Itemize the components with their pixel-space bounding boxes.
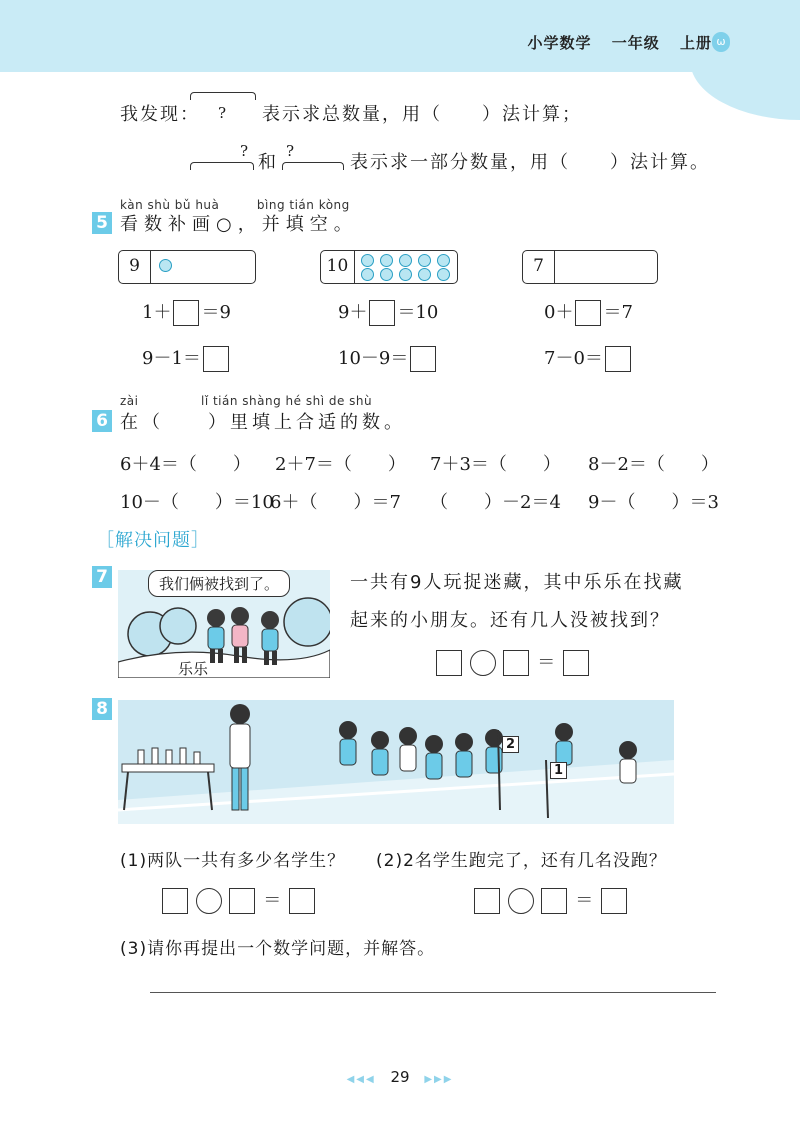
q8-number: 8 [92,698,112,720]
q6-eq[interactable]: 9－（ ）＝3 [588,492,719,513]
q6-eq[interactable]: （ ）－2＝4 [430,492,561,513]
answer-box[interactable] [601,888,627,914]
answer-line[interactable] [150,992,716,993]
brace-part-b [282,162,344,170]
q5-frame-7-label: 7 [523,251,555,283]
q5-frame-10 [320,250,458,284]
q8-scene-svg [118,700,674,824]
q6-eq[interactable]: 6＋4＝（ ） [120,454,251,475]
q6-number: 6 [92,410,112,432]
header-badge-icon: ω [712,32,730,52]
q8-sub1: (1)两队一共有多少名学生？ [120,851,346,871]
q6-eq[interactable]: 2＋7＝（ ） [275,454,406,475]
q6-eq[interactable]: 6＋（ ）＝7 [270,492,401,513]
child-icon [231,607,249,663]
answer-box[interactable] [229,888,255,914]
answer-box[interactable] [563,650,589,676]
q5-frame-9-label: 9 [119,251,151,283]
q6-eq[interactable]: 7＋3＝（ ） [430,454,561,475]
operator-circle[interactable] [508,888,534,914]
page-header [513,32,712,53]
q5-eq-6: 7－0＝ [544,344,633,372]
q6-eq[interactable]: 10－（ ）＝10 [120,492,274,513]
q8-illustration [118,700,674,824]
page-footer [0,1068,800,1086]
flag-1: 1 [550,762,567,779]
q8-equation-2: ＝ [472,886,629,914]
q6-eq[interactable]: 8－2＝（ ） [588,454,719,475]
brace-total [190,92,256,100]
flag-2: 2 [502,736,519,753]
header-banner-curve [690,60,800,120]
q5-dot [380,254,393,267]
q5-frame-10-label: 10 [321,251,355,283]
students-group-icon [339,721,503,779]
answer-box[interactable] [369,300,395,326]
qmark-part-b: ? [286,142,295,160]
header-volume: 上册 [679,34,712,52]
q5-dot [159,259,172,272]
q5-dot [437,268,450,281]
q5-instruction: 看数补画○，并填空。 [120,214,358,235]
answer-box[interactable] [289,888,315,914]
answer-box[interactable] [203,346,229,372]
left-arrows-icon: ◀◀◀ [346,1074,376,1085]
answer-box[interactable] [474,888,500,914]
q5-dot [361,254,374,267]
q5-dot [399,268,412,281]
q5-dot [361,268,374,281]
discover-line1: 表示求总数量，用（ ）法计算； [262,104,582,125]
answer-box[interactable] [541,888,567,914]
answer-box[interactable] [605,346,631,372]
header-grade: 一年级 [611,34,660,52]
q7-text-line2: 起来的小朋友。还有几人没被找到？ [350,610,670,631]
discover-label: 我发现： [120,104,200,125]
brace-part-a [190,162,254,170]
answer-box[interactable] [575,300,601,326]
qmark-part-a: ? [240,142,249,160]
q5-eq-1: 1＋ ＝9 [142,298,231,326]
q7-equation: ＝ [434,648,591,676]
right-arrows-icon: ▶▶▶ [424,1074,454,1085]
q7-text-line1: 一共有9人玩捉迷藏，其中乐乐在找藏 [350,572,684,593]
q5-frame-7 [522,250,658,284]
q6-instruction: 在（ ）里填上合适的数。 [120,412,406,433]
discover-and: 和 [258,152,278,173]
q5-eq-2: 9＋ ＝10 [338,298,438,326]
q8-sub2: (2)2名学生跑完了，还有几名没跑？ [376,851,667,871]
qmark-total: ? [218,104,227,122]
section-title: ［解决问题］ [96,530,210,551]
answer-box[interactable] [173,300,199,326]
tree-icon [284,598,330,646]
q5-dot [380,268,393,281]
operator-circle[interactable] [470,650,496,676]
runner-icon [555,723,573,765]
tree-icon [160,608,196,644]
q5-frame-9 [118,250,256,284]
q7-number: 7 [92,566,112,588]
answer-box[interactable] [436,650,462,676]
q5-dot [418,268,431,281]
q8-sub3: (3)请你再提出一个数学问题，并解答。 [120,939,436,959]
q5-number: 5 [92,212,112,234]
runner-icon [619,741,637,783]
q5-pinyin: kàn shù bǔ huà bìng tián kòng [120,198,350,212]
discover-line2: 表示求一部分数量，用（ ）法计算。 [350,152,710,173]
q7-name-label: 乐乐 [178,660,209,678]
q8-equation-1: ＝ [160,886,317,914]
operator-circle[interactable] [196,888,222,914]
q7-speech-bubble: 我们俩被找到了。 [148,570,290,597]
q5-eq-4: 9－1＝ [142,344,231,372]
q5-dot [399,254,412,267]
q5-eq-5: 10－9＝ [338,344,438,372]
q5-eq-3: 0＋ ＝7 [544,298,633,326]
answer-box[interactable] [503,650,529,676]
header-subject: 小学数学 [527,34,592,52]
answer-box[interactable] [410,346,436,372]
child-icon [261,611,279,665]
page-number: 29 [390,1068,410,1086]
answer-box[interactable] [162,888,188,914]
q5-dot [437,254,450,267]
q5-dot [418,254,431,267]
q6-pinyin: zài lǐ tián shàng hé shì de shù [120,394,373,408]
